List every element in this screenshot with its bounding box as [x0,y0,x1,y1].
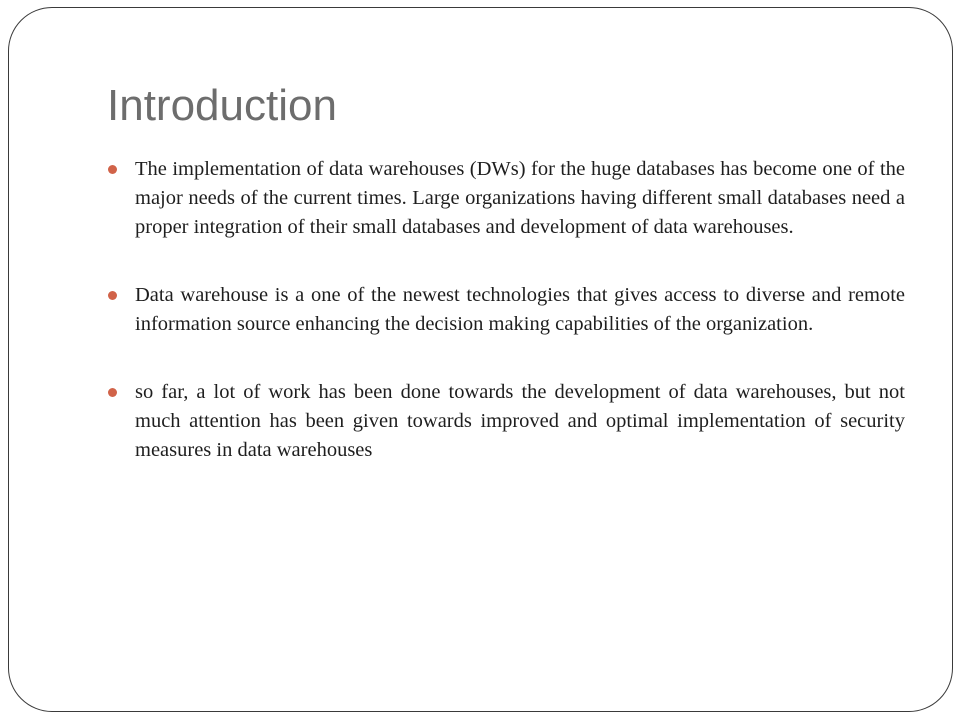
bullet-text: so far, a lot of work has been done towards the development of data warehouses, but not much attention has been given towards improved and optimal implementation of security measures in data warehouses [135,381,905,461]
bullet-dot-icon [108,388,117,397]
bullet-list [105,155,905,504]
bullet-item [105,281,905,339]
slide-title: Introduction [107,81,337,130]
bullet-dot-icon [108,291,117,300]
bullet-item [105,378,905,465]
bullet-item [105,155,905,242]
bullet-text: The implementation of data warehouses (DWs) for the huge databases has become one of the major needs of the current times. Large organizations having different small databases need a proper integration of their small databases and development of data warehouses. [135,158,905,238]
bullet-text: Data warehouse is a one of the newest technologies that gives access to diverse and remote information source enhancing the decision making capabilities of the organization. [135,284,905,335]
bullet-dot-icon [108,165,117,174]
